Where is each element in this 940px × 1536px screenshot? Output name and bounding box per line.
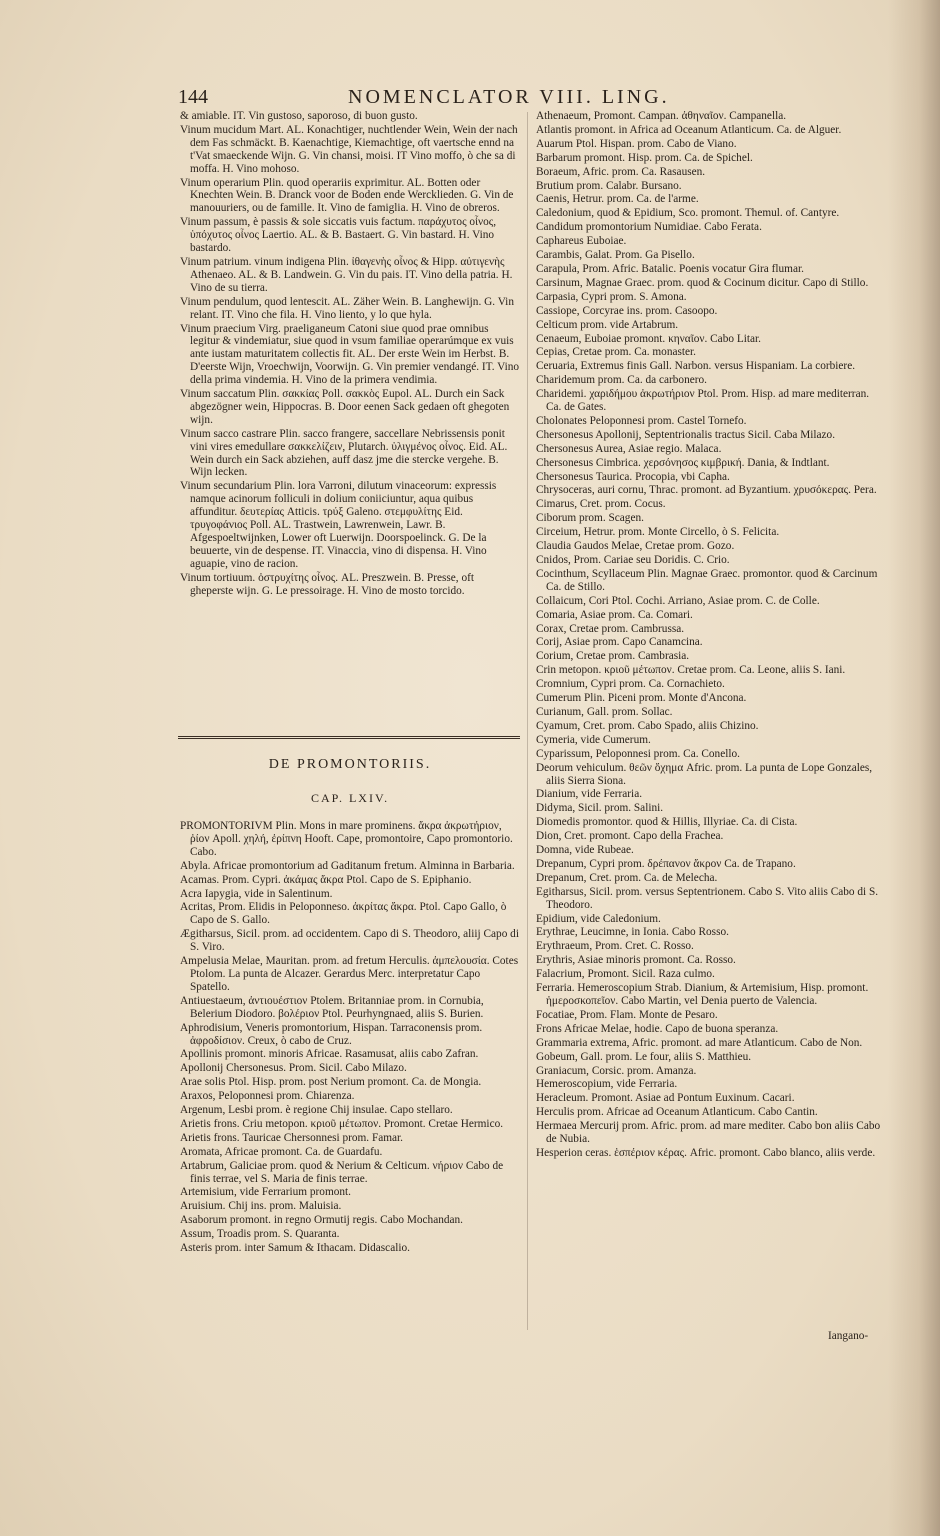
entry: Grammaria extrema, Afric. promont. ad mare Atlanticum. Cabo de Non.	[536, 1036, 863, 1049]
entry: Crin metopon. κριοῦ μέτωπον. Cretae prom. Ca. Leone, aliis S. Iani.	[536, 664, 846, 677]
entry: Gobeum, Gall. prom. Le four, aliis S. Matthieu.	[536, 1050, 752, 1063]
entry: Cepias, Cretae prom. Ca. monaster.	[536, 346, 696, 359]
entry: Falacrium, Promont. Sicil. Raza culmo.	[536, 968, 715, 981]
entry: Brutium prom. Calabr. Bursano.	[536, 179, 682, 192]
entry: Heracleum. Promont. Asiae ad Pontum Euxinum. Cacari.	[536, 1092, 795, 1105]
entry: Cenaeum, Euboiae promont. κηναῖον. Cabo Litar.	[536, 332, 761, 345]
entry: Vinum tortiuum. ὀστρυχίτης οἶνος. AL. Preszwein. B. Presse, oft gheperste wijn. G. Le pressoirage. H. Vino de mosto torcido.	[180, 571, 474, 597]
entry: Chrysoceras, auri cornu, Thrac. promont. ad Byzantium. χρυσόκερας. Pera.	[536, 484, 877, 497]
entry: Abyla. Africae promontorium ad Gaditanum fretum. Alminna in Barbaria.	[180, 859, 515, 872]
entry: Chersonesus Apollonij, Septentrionalis tractus Sicil. Caba Milazo.	[536, 428, 836, 441]
entry: Caphareus Euboiae.	[536, 235, 627, 248]
entry: Circeium, Hetrur. prom. Monte Circello, ò S. Felicita.	[536, 526, 780, 539]
entry: Corax, Cretae prom. Cambrussa.	[536, 622, 685, 635]
entry: Dianium, vide Ferraria.	[536, 788, 643, 801]
page-header	[178, 86, 738, 112]
entry: Vinum operarium Plin. quod operariis exprimitur. AL. Botten oder Knechten Wein. B. Dranck voor de Boden ende Wercklieden. G. Vin de manouuriers, ou de famille. It. Vino de famiglia. H. Vino de obreros.	[180, 176, 514, 215]
entry: Acritas, Prom. Elidis in Peloponneso. ἀκρίτας ἄκρα. Ptol. Capo Gallo, ò Capo de S. Gallo.	[180, 901, 507, 927]
entry: & amiable. IT. Vin gustoso, saporoso, di buon gusto.	[180, 110, 418, 122]
entry: Ampelusia Melae, Mauritan. prom. ad fretum Herculis. ἀμπελουσία. Cotes Ptolom. La punta de Alcazer. Gerardus Merc. interpretatur Capo Spatello.	[180, 955, 519, 993]
entry: Chersonesus Aurea, Asiae regio. Malaca.	[536, 442, 722, 455]
entry: Ciborum prom. Scagen.	[536, 512, 644, 525]
entry: Apollonij Chersonesus. Prom. Sicil. Cabo Milazo.	[180, 1062, 407, 1075]
entry: Aruisium. Chij ins. prom. Maluisia.	[180, 1200, 342, 1213]
right-column	[536, 110, 881, 1161]
entry: Focatiae, Prom. Flam. Monte de Pesaro.	[536, 1008, 718, 1021]
entry: Drepanum, Cret. prom. Ca. de Melecha.	[536, 871, 718, 884]
page-number: 144	[178, 86, 208, 108]
entry: Carapula, Prom. Afric. Batalic. Poenis vocatur Gira flumar.	[536, 262, 804, 275]
column-divider	[527, 112, 528, 1330]
entry: Vinum mucidum Mart. AL. Konachtiger, nuchtlender Wein, Wein der nach dem Fas schmäckt. B. Kaenachtige, Kiemachtige, oft vaertsche ennd na t'Vat smaeckende Wijn. G. Vin chansi, moisi. IT Vino moffo, ò che sa di moffa. H. Vino mohoso.	[180, 123, 518, 175]
entry: Caenis, Hetrur. prom. Ca. de l'arme.	[536, 193, 699, 206]
entry: Deorum vehiculum. θεῶν ὄχημα Afric. prom. La punta de Lope Gonzales, aliis Sierra Siona.	[536, 761, 873, 787]
entry: Claudia Gaudos Melae, Cretae prom. Gozo.	[536, 540, 735, 553]
entry: Collaicum, Cori Ptol. Cochi. Arriano, Asiae prom. C. de Colle.	[536, 594, 820, 607]
entry: Charidemi. χαριδήμου ἀκρωτήριον Ptol. Prom. Hisp. ad mare mediterran. Ca. de Gates.	[536, 388, 870, 414]
catchword: Iangano-	[828, 1330, 869, 1342]
entry: Ceruaria, Extremus finis Gall. Narbon. versus Hispaniam. La corbiere.	[536, 360, 856, 373]
entry: Carpasia, Cypri prom. S. Amona.	[536, 290, 687, 303]
running-title: NOMENCLATOR VIII. LING.	[348, 86, 670, 108]
entry: Chersonesus Cimbrica. χερσόνησος κιμβρική. Dania, & Indtlant.	[536, 456, 830, 469]
entry: Dion, Cret. promont. Capo della Frachea.	[536, 830, 724, 843]
entry: Araxos, Peloponnesi prom. Chiarenza.	[180, 1090, 355, 1103]
entry: Cyamum, Cret. prom. Cabo Spado, aliis Chizino.	[536, 719, 759, 732]
entry: Asteris prom. inter Samum & Ithacam. Didascalio.	[180, 1242, 410, 1255]
entry: Artabrum, Galiciae prom. quod & Nerium & Celticum. νήριον Cabo de finis terrae, vel S. Maria de finis terrae.	[180, 1159, 504, 1185]
entry: Apollinis promont. minoris Africae. Rasamusat, aliis cabo Zafran.	[180, 1048, 479, 1061]
entry: Celticum prom. vide Artabrum.	[536, 318, 679, 331]
entry: Cassiope, Corcyrae ins. prom. Casoopo.	[536, 304, 718, 317]
entry: Herculis prom. Africae ad Oceanum Atlanticum. Cabo Cantin.	[536, 1106, 818, 1119]
entry: Arietis frons. Tauricae Chersonnesi prom. Famar.	[180, 1131, 404, 1144]
entry: Argenum, Lesbi prom. è regione Chij insulae. Capo stellaro.	[180, 1104, 453, 1117]
entry: Comaria, Asiae prom. Ca. Comari.	[536, 608, 693, 621]
entry: Frons Africae Melae, hodie. Capo de buona speranza.	[536, 1022, 779, 1035]
entry: Vinum pendulum, quod lentescit. AL. Zäher Wein. B. Langhewijn. G. Vin relant. IT. Vino che fila. H. Vino liento, y lo que hyla.	[180, 295, 514, 321]
entry: Didyma, Sicil. prom. Salini.	[536, 802, 664, 815]
entry: Erythris, Asiae minoris promont. Ca. Rosso.	[536, 954, 736, 967]
entry: Vinum secundarium Plin. lora Varroni, dilutum vinaceorum: expressis namque acinorum folliculi in dolium coniiciuntur, aqua quibus affunditur. δευτερίας Atticis. τρύξ Galeno. στεμφυλίτης Eid. τρυγοφάνιος Poll. AL. Trastwein, Lawrenwein, Lawr. B. Afgespoeltwijnken, Lower oft Luerwijn. Doorspoelinck. G. De la beuuerte, vin de despense. IT. Vinaccia, vino di dispensa. H. Vino aguapie, vino de racion.	[180, 480, 497, 570]
entry: Aphrodisium, Veneris promontorium, Hispan. Tarraconensis prom. ἀφροδίσιον. Creux, ò cabo de Cruz.	[180, 1021, 483, 1047]
entry: Cyparissum, Peloponnesi prom. Ca. Conello.	[536, 747, 740, 760]
entry: Hermaea Mercurij prom. Afric. prom. ad mare mediter. Cabo bon aliis Cabo de Nubia.	[536, 1120, 881, 1146]
entry: Hemeroscopium, vide Ferraria.	[536, 1078, 678, 1091]
entry: Cromnium, Cypri prom. Ca. Cornachieto.	[536, 678, 725, 691]
entry: Arae solis Ptol. Hisp. prom. post Nerium promont. Ca. de Mongia.	[180, 1076, 482, 1089]
entry: Charidemum prom. Ca. da carbonero.	[536, 374, 707, 387]
entry: Arietis frons. Criu metopon. κριοῦ μέτωπον. Promont. Cretae Hermico.	[180, 1117, 504, 1130]
entry: Cimarus, Cret. prom. Cocus.	[536, 498, 666, 511]
entry: Hesperion ceras. ἑσπέριον κέρας. Afric. promont. Cabo blanco, aliis verde.	[536, 1146, 876, 1159]
entry: PROMONTORIVM Plin. Mons in mare prominens. ἄκρα ἀκρωτήριον, ῥίον Apoll. χηλή, ἐρίπνη Hooft. Cape, promontoire, Capo promontorio. Cabo.	[180, 820, 513, 858]
entry: Artemisium, vide Ferrarium promont.	[180, 1186, 351, 1199]
entry: Cumerum Plin. Piceni prom. Monte d'Ancona.	[536, 692, 747, 705]
entry: Cymeria, vide Cumerum.	[536, 733, 651, 746]
entry: Antiuestaeum, ἀντιουέστιον Ptolem. Britanniae prom. in Cornubia, Belerium Diodoro. βολέριον Ptol. Peurhyngnaed, aliis S. Burien.	[180, 994, 484, 1020]
entry: Barbarum promont. Hisp. prom. Ca. de Spichel.	[536, 151, 753, 164]
entry: Erythraeum, Prom. Cret. C. Rosso.	[536, 940, 694, 953]
entry: Carambis, Galat. Prom. Ga Pisello.	[536, 249, 695, 262]
left-column-top	[180, 110, 520, 599]
entry: Erythrae, Leucimne, in Ionia. Cabo Rosso.	[536, 926, 729, 939]
entry: Caledonium, quod & Epidium, Sco. promont. Themul. of. Cantyre.	[536, 207, 840, 220]
entry: Vinum passum, è passis & sole siccatis vuis factum. παράχυτος οἶνος, ὑπόχυτος οἶνος Laertio. AL. & B. Bastaert. G. Vin bastard. H. Vino bastardo.	[180, 216, 497, 255]
entry: Boraeum, Afric. prom. Ca. Rasausen.	[536, 165, 706, 178]
entry: Acra Iapygia, vide in Salentinum.	[180, 887, 333, 900]
entry: Diomedis promontor. quod & Hillis, Illyriae. Ca. di Cista.	[536, 816, 798, 829]
page-gutter-shadow	[888, 0, 940, 1536]
entry: Assum, Troadis prom. S. Quaranta.	[180, 1228, 340, 1241]
entry: Corium, Cretae prom. Cambrasia.	[536, 650, 690, 663]
entry: Corij, Asiae prom. Capo Canamcina.	[536, 636, 703, 649]
entry: Carsinum, Magnae Graec. prom. quod & Cocinum dicitur. Capo di Stillo.	[536, 276, 869, 289]
entry: Epidium, vide Caledonium.	[536, 912, 661, 925]
entry: Cnidos, Prom. Cariae seu Doridis. C. Crio.	[536, 554, 730, 566]
entry: Drepanum, Cypri prom. δρέπανον ἄκρον Ca. de Trapano.	[536, 857, 796, 870]
entry: Vinum saccatum Plin. σακκίας Poll. σακκὸς Eupol. AL. Durch ein Sack abgezögner wein, Hippocras. B. Door eenen Sack gedaen oft ghegoten wijn.	[180, 388, 510, 426]
entry: Acamas. Prom. Cypri. ἀκάμας ἄκρα Ptol. Capo de S. Epiphanio.	[180, 873, 472, 886]
section-divider-rule	[178, 736, 520, 741]
entry: Vinum sacco castrare Plin. sacco frangere, saccellare Nebrissensis ponit vini vires emedullare σακκελίζειν, Plutarch. ὑλιγμένος οἶνος. Eid. AL. Wein durch ein Sack abziehen, auff dasz jme die stercke vergehe. B. Wijn lecken.	[180, 427, 508, 479]
entry: Vinum praecium Virg. praeliganeum Catoni siue quod prae omnibus legitur & vindemiatur, siue quod in vsum familiae operarúmque ex vuis ante iustam maturitatem collectis fit. AL. Der erste Wein im Herbst. B. D'eerste Wijn, Vroechwijn, Voorwijn. G. Vin premier vendangé. IT. Vino della prima vindemia. H. Vino de la primera vendimia.	[180, 322, 520, 387]
entry: Auarum Ptol. Hispan. prom. Cabo de Viano.	[536, 137, 737, 150]
entry: Domna, vide Rubeae.	[536, 844, 634, 857]
section-title: DE PROMONTORIIS.	[268, 757, 432, 772]
entry: Chersonesus Taurica. Procopia, vbi Capha.	[536, 470, 730, 483]
entry: Atlantis promont. in Africa ad Oceanum Atlanticum. Ca. de Alguer.	[536, 123, 842, 136]
entry: Ægitharsus, Sicil. prom. ad occidentem. Capo di S. Theodoro, aliij Capo di S. Viro.	[180, 928, 519, 954]
entry: Ferraria. Hemeroscopium Strab. Dianium, & Artemisium, Hisp. promont. ἡμεροσκοπεῖον. Cabo Martin, vel Denia puerto de Valencia.	[536, 982, 869, 1007]
entry: Curianum, Gall. prom. Sollac.	[536, 705, 673, 718]
entry: Athenaeum, Promont. Campan. ἀθηναῖον. Campanella.	[536, 110, 787, 122]
entry: Vinum patrium. vinum indigena Plin. ἰθαγενὴς οἶνος & Hipp. αὐτιγενὴς Athenaeo. AL. & B. Landwein. G. Vin du pais. IT. Vino della patria. H. Vino de su tierra.	[180, 255, 513, 294]
entry: Asaborum promont. in regno Ormutij regis. Cabo Mochandan.	[180, 1214, 464, 1227]
entry: Graniacum, Corsic. prom. Amanza.	[536, 1064, 697, 1077]
entry: Cholonates Peloponnesi prom. Castel Tornefo.	[536, 414, 747, 427]
entry: Egitharsus, Sicil. prom. versus Septentrionem. Cabo S. Vito aliis Cabo di S. Theodoro.	[536, 885, 879, 911]
chapter-heading: CAP. LXIV.	[310, 791, 390, 805]
entry: Cocinthum, Scyllaceum Plin. Magnae Graec. promontor. quod & Carcinum Ca. de Stillo.	[536, 567, 878, 593]
left-column-bottom	[180, 820, 520, 1256]
entry: Candidum promontorium Numidiae. Cabo Ferata.	[536, 221, 762, 234]
entry: Aromata, Africae promont. Ca. de Guardafu.	[180, 1145, 383, 1158]
